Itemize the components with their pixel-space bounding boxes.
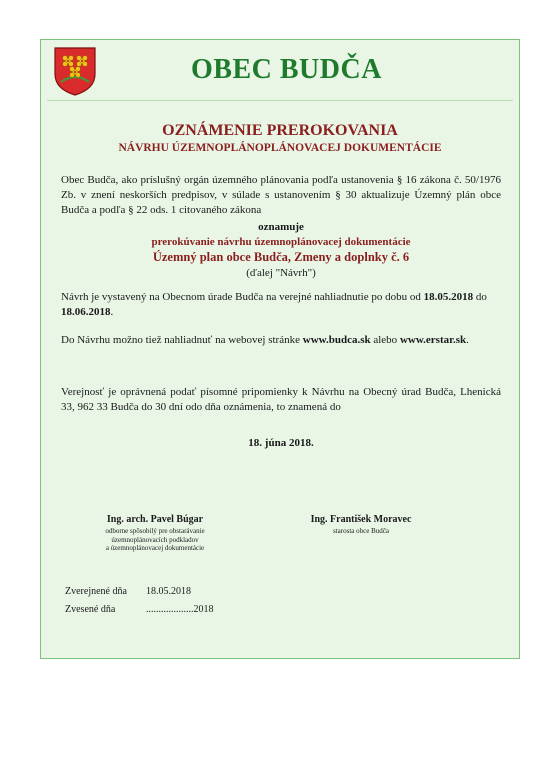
notice-subtitle: NÁVRHU ÚZEMNOPLÁNOPLÁNOVACEJ DOKUMENTÁCIE (118, 142, 442, 154)
comments-paragraph: Verejnosť je oprávnená podať písomné pripomienky k Návrhu na Obecný úrad Budča, Lhenická 33, 962 33 Budča do 30 dní odo dňa oznámenia, to znamená do (61, 386, 501, 413)
plan-alias: (ďalej "Návrh") (246, 267, 316, 279)
web-end: . (466, 334, 469, 346)
website-link-erstar[interactable]: www.erstar.sk (399, 334, 467, 346)
website-paragraph (61, 333, 501, 348)
coat-of-arms-icon (53, 46, 97, 96)
published-label: Zverejnené dňa (65, 586, 127, 597)
signature-right-name: Ing. František Moravec (310, 514, 412, 525)
removed-date: ...................2018 (146, 604, 214, 615)
website-link-budca[interactable]: www.budca.sk (302, 334, 371, 346)
subject-line: prerokúvanie návrhu územnoplánovacej dokumentácie (151, 236, 411, 248)
signature-left-role: odborne spôsobilý pre obstarávanie územnoplánovacích podkladov a územnoplánovacej dokumentácie (105, 527, 205, 552)
date-from: 18.05.2018 (423, 291, 474, 303)
removed-label: Zvesené dňa (65, 604, 116, 615)
plan-name: Územný plan obce Budča, Zmeny a doplnky č. 6 (152, 250, 410, 264)
notice-frame (40, 39, 520, 659)
date-to: 18.06.2018 (61, 306, 111, 318)
announces-word: oznamuje (258, 221, 304, 233)
web-or: alebo (370, 334, 400, 346)
header-divider (47, 100, 513, 101)
display-period-paragraph (61, 290, 501, 320)
date-connector: do (473, 291, 487, 303)
org-title: OBEC BUDČA (191, 54, 382, 85)
intro-paragraph: Obec Budča, ako príslušný orgán územného plánovania podľa ustanovenia § 16 zákona č. 50/1976 Zb. v znení neskorších predpisov, v súlade s ustanovením § 30 aktualizuje Územný plán obce Budča a podľa § 22 ods. 1 citovaného zákona (61, 174, 501, 216)
signature-right-role: starosta obce Budča (333, 527, 389, 535)
display-end: . (110, 306, 114, 318)
display-text: Návrh je vystavený na Obecnom úrade Budča na verejné nahliadnutie po dobu od (61, 291, 424, 303)
signature-left-name: Ing. arch. Pavel Búgar (106, 514, 204, 525)
notice-title: OZNÁMENIE PREROKOVANIA (162, 122, 398, 139)
published-date: 18.05.2018 (146, 586, 191, 597)
deadline-date: 18. júna 2018. (248, 437, 314, 449)
web-text: Do Návrhu možno tiež nahliadnuť na webovej stránke (61, 334, 303, 346)
